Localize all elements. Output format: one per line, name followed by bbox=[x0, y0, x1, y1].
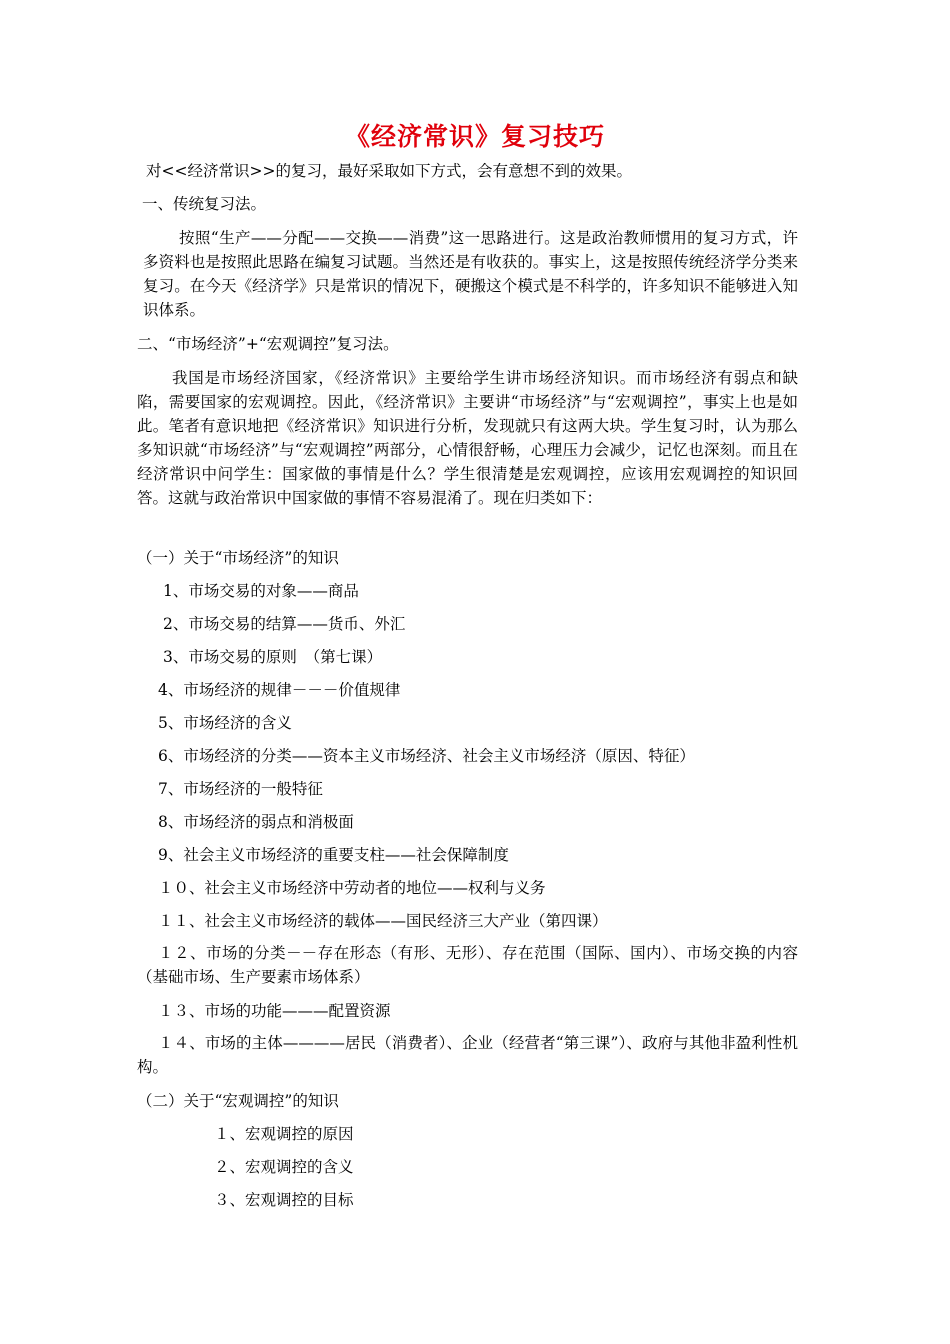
section2-heading: 二、“市场经济”+“宏观调控”复习法。 bbox=[137, 335, 399, 353]
list-item: 5、市场经济的含义 bbox=[158, 714, 292, 732]
list-item: １１、社会主义市场经济的载体——国民经济三大产业（第四课） bbox=[158, 912, 608, 930]
list-item: １０、社会主义市场经济中劳动者的地位——权利与义务 bbox=[158, 879, 546, 897]
part2-heading: （二）关于“宏观调控”的知识 bbox=[137, 1092, 339, 1110]
list-item: １、宏观调控的原因 bbox=[214, 1125, 354, 1143]
list-item: 8、市场经济的弱点和消极面 bbox=[158, 813, 354, 831]
list-item: 2、市场交易的结算——货币、外汇 bbox=[163, 615, 406, 633]
list-item: ２、宏观调控的含义 bbox=[214, 1158, 354, 1176]
list-item: １３、市场的功能———配置资源 bbox=[158, 1002, 391, 1020]
list-item: 6、市场经济的分类——资本主义市场经济、社会主义市场经济（原因、特征） bbox=[158, 747, 695, 765]
document-title: 《经济常识》复习技巧 bbox=[344, 122, 605, 151]
section2-body: 我国是市场经济国家，《经济常识》主要给学生讲市场经济知识。而市场经济有弱点和缺陷，需要国家的宏观调控。因此，《经济常识》主要讲“市场经济”与“宏观调控”，事实上也是如此。笔者有意识地把《经济常识》知识进行分析，发现就只有这两大块。学生复习时，认为那么多知识就“市场经济”与“宏观调控”两部分，心情很舒畅，心理压力会减少，记忆也深刻。而且在经济常识中问学生：国家做的事情是什么？学生很清楚是宏观调控，应该用宏观调控的知识回答。这就与政治常识中国家做的事情不容易混淆了。现在归类如下： bbox=[137, 369, 798, 507]
part1-heading: （一）关于“市场经济”的知识 bbox=[137, 549, 339, 567]
list-item: 4、市场经济的规律－－－价值规律 bbox=[158, 681, 401, 699]
list-item: 3、市场交易的原则 （第七课） bbox=[163, 648, 383, 666]
list-item: 1、市场交易的对象——商品 bbox=[163, 582, 359, 600]
section1-body: 按照“生产——分配——交换——消费”这一思路进行。这是政治教师惯用的复习方式，许多资料也是按照此思路在编复习试题。当然还是有收获的。事实上，这是按照传统经济学分类来复习。在今天《经济学》只是常识的情况下，硬搬这个模式是不科学的，许多知识不能够进入知识体系。 bbox=[143, 229, 798, 319]
section1-heading: 一、传统复习法。 bbox=[142, 195, 267, 213]
intro-text: 对<<经济常识>>的复习，最好采取如下方式，会有意想不到的效果。 bbox=[146, 162, 632, 180]
list-item: １２、市场的分类－－存在形态（有形、无形）、存在范围（国际、国内）、市场交换的内容（基础市场、生产要素市场体系） bbox=[137, 944, 798, 986]
list-item: １４、市场的主体————居民（消费者）、企业（经营者“第三课”）、政府与其他非盈利性机构。 bbox=[137, 1034, 798, 1076]
list-item: ３、宏观调控的目标 bbox=[214, 1191, 354, 1209]
list-item: 7、市场经济的一般特征 bbox=[158, 780, 323, 798]
list-item: 9、社会主义市场经济的重要支柱——社会保障制度 bbox=[158, 846, 509, 864]
